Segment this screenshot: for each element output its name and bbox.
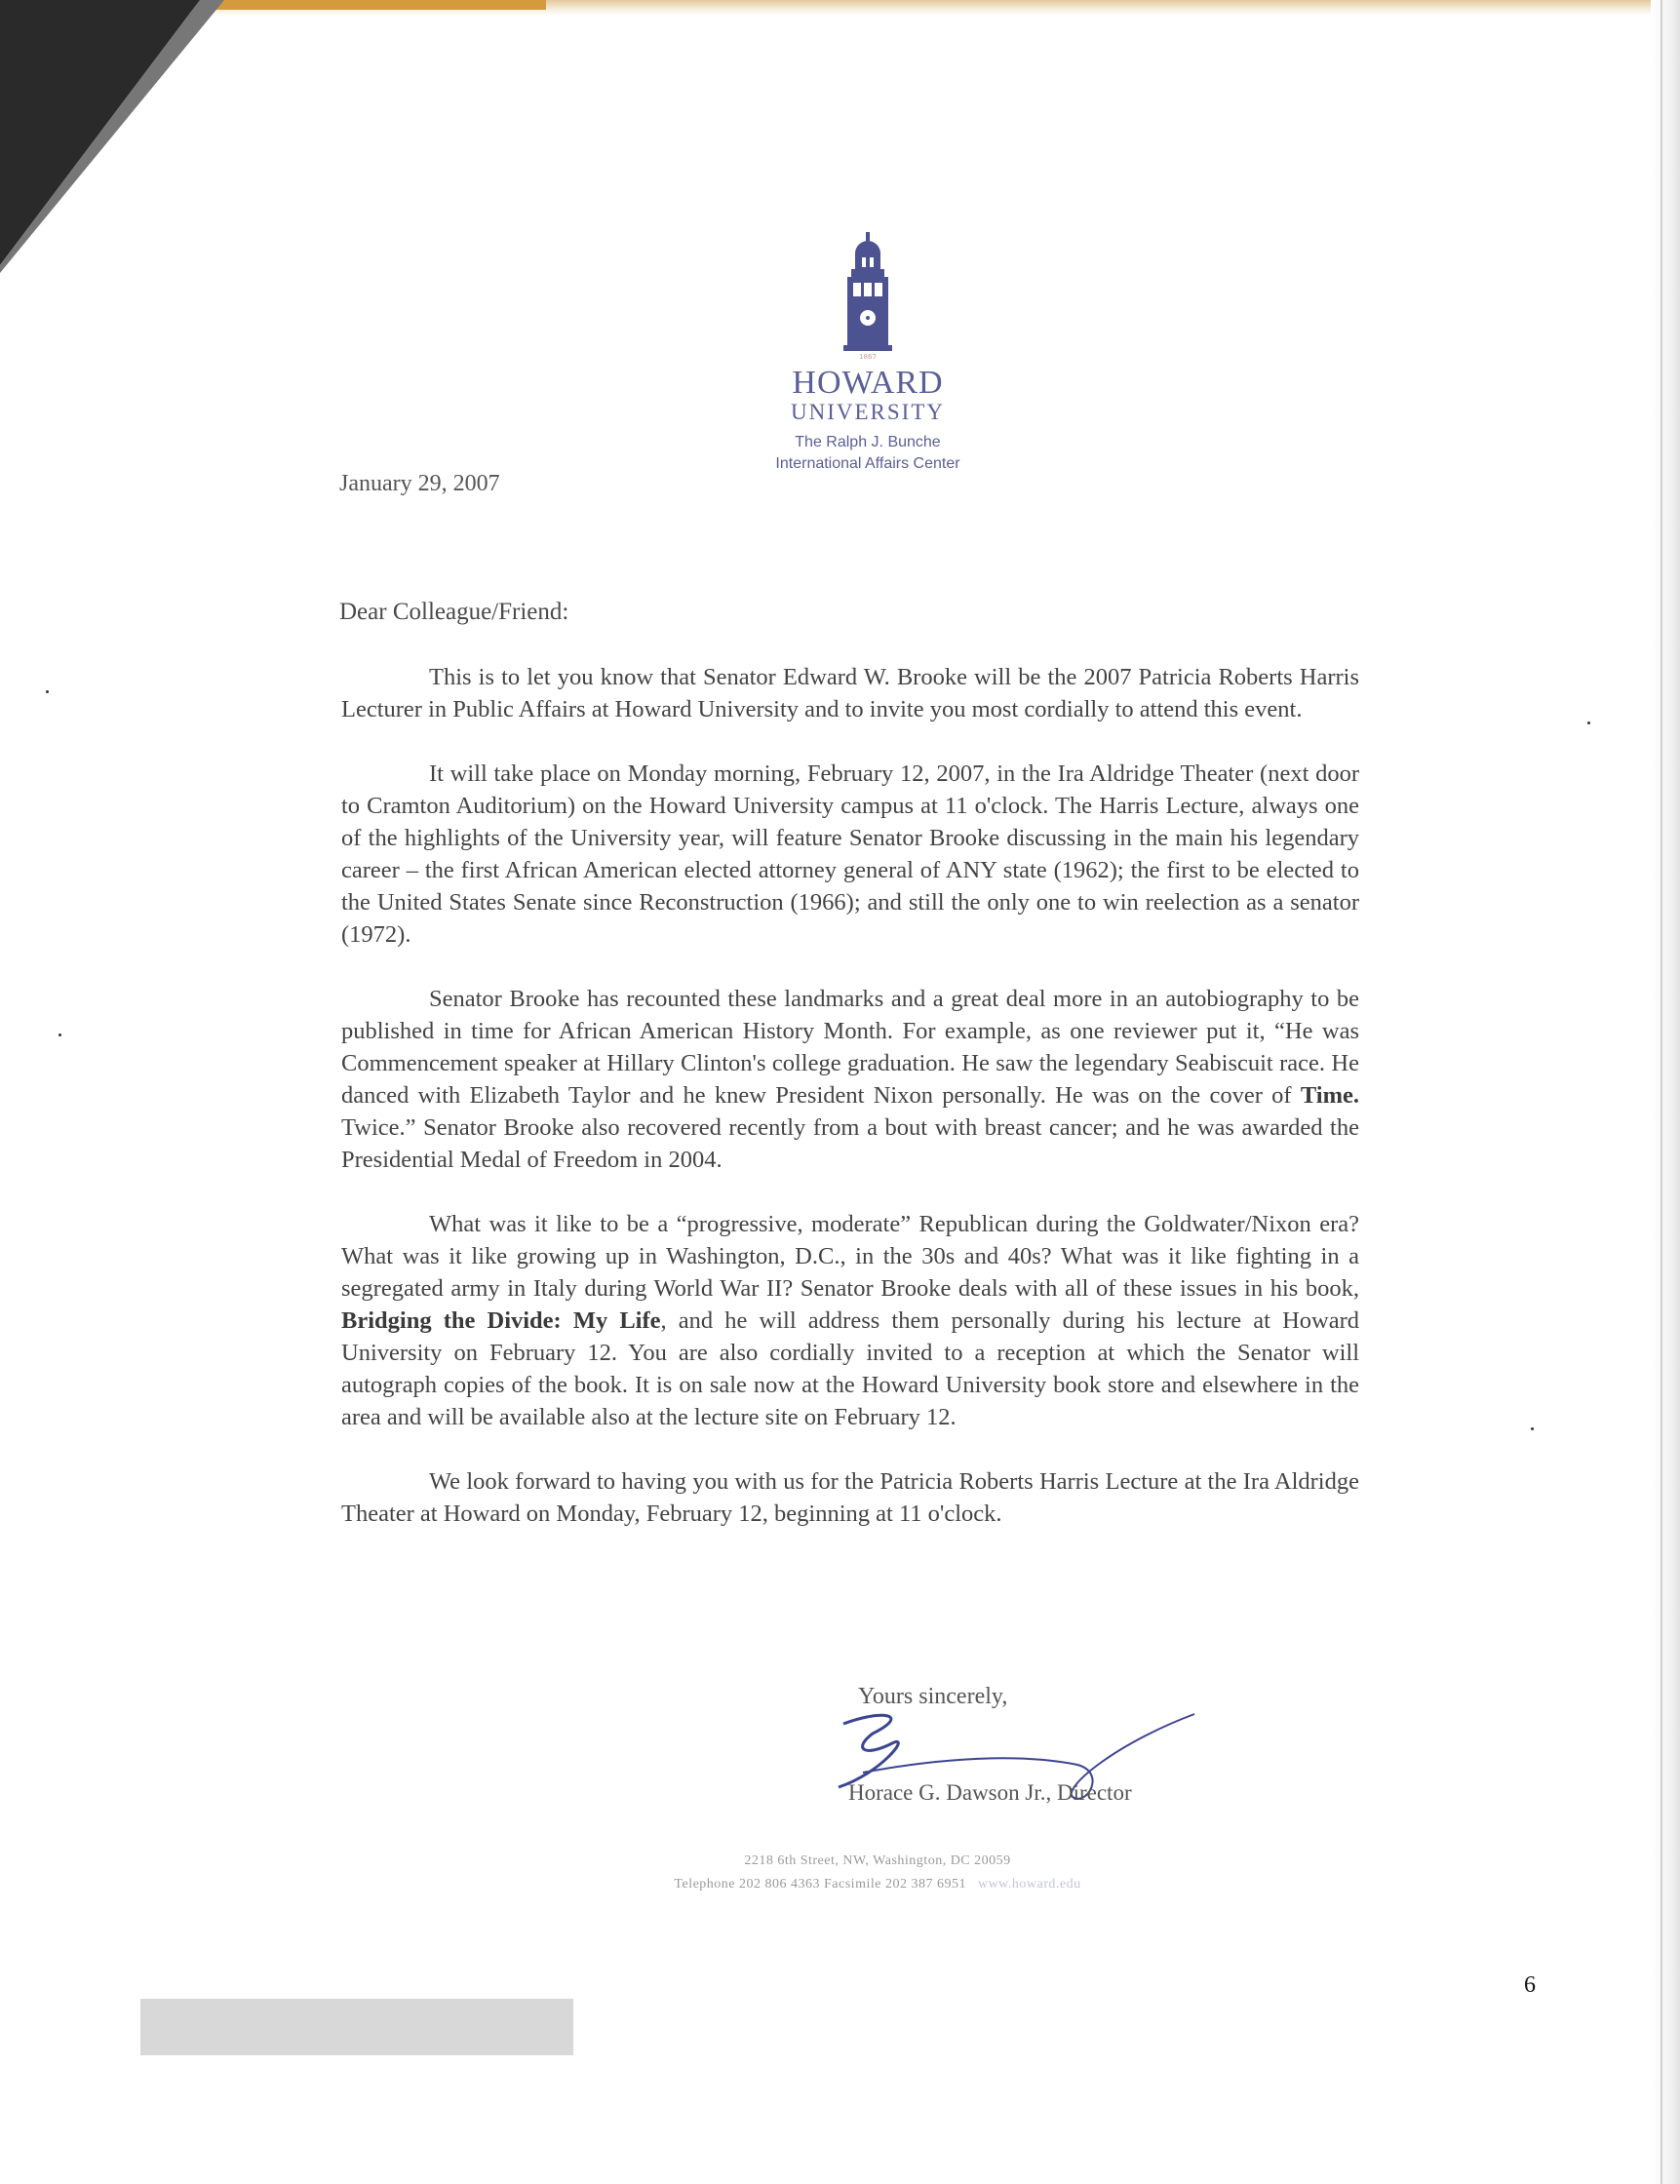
founded-year: 1867 [859, 353, 877, 359]
letterhead [722, 232, 1014, 476]
paragraph-4 [341, 1208, 1359, 1433]
paragraph-1: This is to let you know that Senator Edward W. Brooke will be the 2007 Patricia Roberts Harris Lecturer in Public Affairs at Howard University and to invite you most cordially to attend this event. [341, 664, 1359, 722]
paragraph-3 [341, 983, 1359, 1176]
footer-address: 2218 6th Street, NW, Washington, DC 20059 [744, 1853, 1011, 1868]
salutation: Dear Colleague/Friend: [339, 599, 569, 625]
closing: Yours sincerely, [858, 1684, 1008, 1709]
letter-body [341, 661, 1359, 1562]
university-word: UNIVERSITY [791, 400, 945, 424]
footer-contact [575, 1873, 1180, 1896]
clock-tower-icon [840, 232, 896, 359]
university-name: HOWARD [792, 365, 944, 401]
footer-url: www.howard.edu [977, 1877, 1081, 1892]
scan-top-edge [0, 0, 1680, 16]
center-name-line1: The Ralph J. Bunche [795, 434, 941, 450]
redaction-block [140, 1999, 573, 2055]
letterhead-footer [575, 1850, 1180, 1896]
signatory: Horace G. Dawson Jr., Director [848, 1780, 1132, 1805]
letter-date: January 29, 2007 [339, 471, 500, 496]
book-title: Bridging the Divide: My Life [341, 1307, 661, 1334]
paragraph-3-text-b: Twice.” Senator Brooke also recovered recently from a bout with breast cancer; and he was awarded the Presidential Medal of Freedom in 2004. [341, 1114, 1359, 1173]
footer-phones: Telephone 202 806 4363 Facsimile 202 387 6951 [674, 1877, 966, 1892]
paragraph-4-text-b: , and he will address them personally during his lecture at Howard University on February 12. You are also cordially invited to a reception at which the Senator will autograph copies of the book. It is on sale now at the Howard University book store and elsewhere in the area and will be available also at the lecture site on February 12. [341, 1307, 1359, 1430]
paragraph-3-text-a: Senator Brooke has recounted these landmarks and a great deal more in an autobiography to be published in time for African American History Month. For example, as one reviewer put it, “He was Commencement speaker at Hillary Clinton's college graduation. He saw the legendary Seabiscuit race. He danced with Elizabeth Taylor and he knew President Nixon personally. He was on the cover of [341, 986, 1359, 1109]
scan-right-edge [1651, 0, 1680, 2184]
paragraph-2: It will take place on Monday morning, February 12, 2007, in the Ira Aldridge Theater (next door to Cramton Auditorium) on the Howard University campus at 11 o'clock. The Harris Lecture, always one of the highlights of the University year, will feature Senator Brooke discussing in the main his legendary career – the first African American elected attorney general of ANY state (1962); the first to be elected to the United States Senate since Reconstruction (1966); and still the only one to win reelection as a senator (1972). [341, 760, 1359, 948]
scan-corner-shadow [0, 0, 224, 273]
paragraph-4-text-a: What was it like to be a “progressive, moderate” Republican during the Goldwater/Nixon era? What was it like growing up in Washington, D.C., in the 30s and 40s? What was it like fighting in a segregated army in Italy during World War II? Senator Brooke deals with all of these issues in his book, [341, 1211, 1359, 1302]
paragraph-5: We look forward to having you with us for the Patricia Roberts Harris Lecture at the Ira Aldridge Theater at Howard on Monday, February 12, beginning at 11 o'clock. [341, 1468, 1359, 1527]
magazine-title: Time. [1300, 1082, 1359, 1109]
center-name-line2: International Affairs Center [775, 455, 960, 472]
page-number: 6 [1524, 1972, 1536, 1998]
